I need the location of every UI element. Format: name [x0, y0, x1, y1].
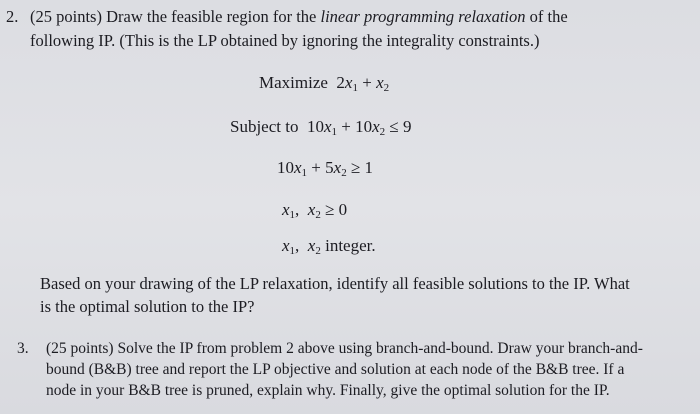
- problem-2-line-2: following IP. (This is the LP obtained by ignoring the integrality constraints.): [30, 31, 540, 50]
- problem-3-line-2: bound (B&B) tree and report the LP objective and solution at each node of the B&B tree. If a: [46, 361, 625, 378]
- constraint-2-row: $10x_1 + 5x_2 \ge 1$: [277, 158, 374, 179]
- constraint-1-row: Subject to $10x_1 + 10x_2 \le 9$: [230, 117, 412, 138]
- integrality-row: $x_1$, $x_2$ integer.: [282, 236, 376, 257]
- problem-3-line-1: (25 points) Solve the IP from problem 2 above using branch-and-bound. Draw your branch-and-: [46, 340, 643, 357]
- problem-2-question-line-1: Based on your drawing of the LP relaxation, identify all feasible solutions to the IP. What: [40, 274, 630, 293]
- problem-2-line-1: [30, 7, 568, 27]
- lp-relaxation-emphasis: linear programming relaxation: [320, 7, 526, 26]
- problem-2-question-line-2: is the optimal solution to the IP?: [40, 297, 255, 316]
- nonnegativity-row: $x_1$, $x_2 \ge 0$: [282, 200, 348, 221]
- objective-row: Maximize $2x_1 + x_2$: [259, 73, 390, 94]
- problem-3-line-3: node in your B&B tree is pruned, explain why. Finally, give the optimal solution for the IP.: [46, 382, 610, 399]
- subject-to-label: Subject to: [230, 117, 299, 136]
- problem-2-line-1-text: (25 points) Draw the feasible region for the: [30, 7, 321, 26]
- problem-3-number: 3.: [17, 340, 29, 357]
- problem-2-line-1-tail: of the: [525, 7, 568, 26]
- problem-2-number: 2.: [6, 7, 19, 26]
- integer-word: integer.: [325, 236, 376, 255]
- maximize-label: Maximize: [259, 73, 328, 92]
